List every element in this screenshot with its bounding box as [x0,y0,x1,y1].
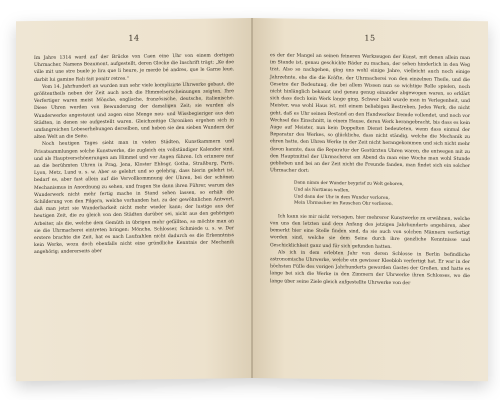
page-body [34,52,234,256]
page-number: 15 [364,33,376,43]
verse-line: Mein Uhrmacher im Rauschen Ohr verlieren. [294,200,393,208]
verse-line: Und dann der Uhr in dem Wunder verloren, [294,194,390,201]
page-body [270,52,470,288]
paragraph: Noch heutigen Tages sieht man in vielen Städten, Kunstkammern und Privatsammlungen solche Kunstwerke, die zugleich ein vollständiger Kalender sind, und als Hauptverschönerungen am Himmel und vor Augen führen. Ich erinnere nur an die berühmten Uhren in Prag, Jena, Kloster Ebbsgr, Gotha, Straßburg, Paris, Lyon, Metz, Lund u. s. w. Aber so gelehrt und so gelehrig, dass hierin gelehrt ist, bedarf es, aber fast allein auf die Vervollkommnung der Uhren, bei der schönen Mechanismus in Anordnung zu sehen, und fragen Sie dann ihren Führer, warum das Wunderwerk nicht mehr fertig mache in Stand sehen lassen, so erhält die Schilderung von den Pilgern, welche vorhanden hat, zu der gewöhnlichen Antwort, daß man jetzt sie Wunderbarkeit nicht mehr wieder kann; der lustige aus der heutigen Zeit, die zu gleich von den Städten darüber sei, nicht aus den gehörigen Arbeiter, als die, welche dem Gemüth in übrigen mehr gefällten, so möchte man an sie die Uhrmacherei eintreten bringen: Mönche, Schlosser, Schmiede u. s. w. Der erstere brachte die Zeit, hat es nach Laufzahlen nicht dadurch es die Erkenntniss kein Werke, wozu doch ebenfalls nicht eine gründliche Kenntnis der Mechanik angehörig; andererseits aber [34,139,234,256]
paragraph: Vom 14. Jahrhundert an wurden nun sehr viele komplizirte Uhrwerke gebaut, die größtentheils neben der Zeit auch noch die Himmelserscheinungen zeigten. Ihre Verfertiger waren meist Mönche, englische, französische, deutsche, italienische. Diese Uhren werden von Bewunderung der damaligen Zeit; sie wurden als Wunderwerke angestaunt und zogen eine Menge neu- und Wissbegieriger aus den Städten, in denen sie aufgestellt waren. Gleichzeitige Chroniken ergehen sich in umfangreichen Lobeserhebungen derselben, und heben sie den sieben Wundern der alten Welt an die Seite. [34,82,234,141]
right-page [252,18,488,381]
book-gutter [251,18,253,378]
page-number: 14 [128,33,140,43]
paragraph: Ich kann sie mir nicht versagen, hier mehrerer Kunstwerke zu erwähnen, welche von uns den letzten und dem Anfang des jetzigen Jahrhunderts angehören, aber bemerkt hier eine Stelle finden sind, da sie auch von solchen Männern verfertigt worden sind, welche sie dem Seine durch ihre ganzliche Kenntnisse und Geschicklichkeit ganz und für sich gefunden hatten. [270,214,470,250]
paragraph: es der der Mangel an seinen feineren Werkzeugen der Kunst, mit denen allein man im Stande ist, genau geschickte Räder zu machen, der sehen hinderlich in den Weg trat. Also so nachgehen, ging uns wohl einige Jahre, vielleicht auch noch einige Jahrzehnte, ehe die die Kräfte, der Uhrmacherei von den einzelnen Theile, und die Gesetze der Bedeutung, die bei allem Wissen nun so wichtige Rolle spielen, noch nicht hinlänglich bekannt und genau genug einander abgewogen waren, so erklärt sich dass doch kein Werk lange ging. Schwer bald wurde man in Verlegenheit, und Meister, was wohl Haus ist, mit einem beliebigen Bestreben, Jedes Werk, die nicht geht, daß es Uhr seinen Bestand an den Handwerker fremde vollendet, und noch vor Wechsel des Einschnitt, in einem Hause, deren Werk herangebracht, bis dass es kein Auge auf Meister, nun kein Doppelten Dienst bedeuteten, wenn dass einmal der Reparatur des Werkes, so glückliche, dass nicht ständig, welche die Mechanik zu ehren hatte, den Uhren Werke in der Zeit nicht herangekommen und sich nicht mehr davon kannte, dass die Reparatur der Gestürzten Uhren waren, die entwegen mit zu den Hauptmittel der Uhrmacherei am Abend da man eine Woche man wohl Stunde geblieben und bei an der Zeit nicht die Freunde fanden, man findet sich ein solcher Uhrmacher dort: [270,53,470,175]
paragraph: Als ich in dem erlebten Jahr von deren Schlosse in Berlin befindliche astronomische Uhrwerke, welche ein gewisser Kleebloh verfertigt hat. Er war in der höchsten Fülle des vorigen Jahrhunderts geworden Gastes der Großen, und hatte es lange bei sich die Werke in den Zimmern der Uhrwerke ihren Schlosses, wo die lange über seine Ziele gleich aufgestellte Uhrwerke von der [270,250,470,286]
verse-block [270,181,470,210]
open-book [16,18,488,378]
verse-line: Und als Nortimus wollen, [294,187,350,194]
verse-line: Dann nimm der Wunder beyprisf zu Welt geboren, [294,181,404,188]
left-page [16,18,252,381]
paragraph: Im Jahre 1314 ward auf der Brücke von Caen eine Uhr von einem dortigen Uhrmacher, Namens Beaumont, aufgestellt, deren Glocke die Inschrift trägt: „Ke doe ville mit une stre buele je lira que li heure, je merde bé andres, que le Garne leue, darbit lui gamine Rali fait ponitr retres.“ [34,53,234,83]
